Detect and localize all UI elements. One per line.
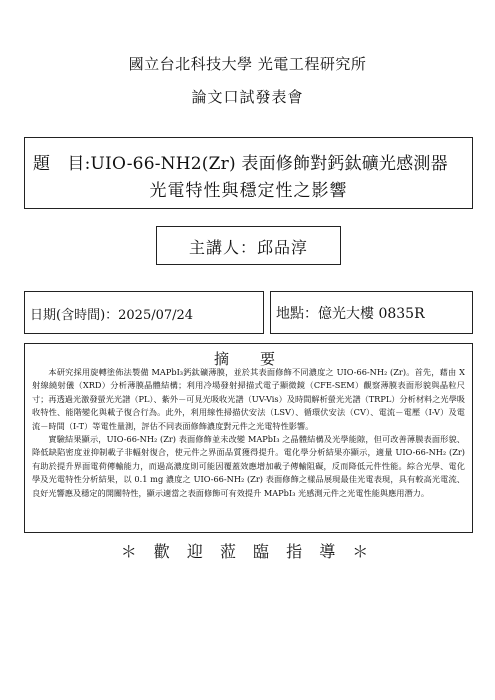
thesis-title-label: 題 目: <box>33 154 91 174</box>
abstract-box <box>24 343 473 533</box>
thesis-title-box <box>24 137 473 209</box>
thesis-title-line2: 光電特性與穩定性之影響 <box>149 181 348 201</box>
abstract-heading: 摘 要 <box>213 350 283 368</box>
event-location: 地點：億光大樓 0835R <box>276 306 425 322</box>
location-box <box>270 291 473 334</box>
speaker-name: 主講人：邱品淳 <box>188 238 308 257</box>
speaker-box <box>156 226 341 265</box>
institution-name: 國立台北科技大學 光電工程研究所 <box>128 55 367 73</box>
date-box <box>24 291 264 334</box>
event-date: 日期(含時間)：2025/07/24 <box>30 308 194 323</box>
thesis-title-text1: UIO-66-NH2(Zr) 表面修飾對鈣鈦礦光感測器 <box>90 154 448 174</box>
event-title: 論文口試發表會 <box>191 88 304 106</box>
abstract-paragraph-2: 實驗結果顯示，UIO-66-NH₂ (Zr) 表面修飾並未改變 MAPbI₃ 之晶體結構及光學能隙，但可改善薄膜表面形貌、降低缺陷密度並抑制載子非輻射復合，使元件之界面品質獲得提升。電化學分析結果亦顯示，適量 UIO-66-NH₂ (Zr) 有助於提升界面電荷傳輸能力，而過高濃度則可能因覆蓋效應增加載子傳輸阻礙，反而降低元件性能。綜合光學、電化學及光電特性分析結果，以 0.1 mg 濃度之 UIO-66-NH₂ (Zr) 表面修飾之樣品展現最佳光電表現，具有較高光電流、良好光響應及穩定的開關特性，顯示適當之表面修飾可有效提升 MAPbI₃ 光感測元件之光電性能與應用潛力。 <box>32 434 465 498</box>
abstract-paragraph-1: 本研究採用旋轉塗佈法製備 MAPbI₃鈣鈦礦薄膜，並於其表面修飾不同濃度之 UIO-66-NH₂ (Zr)。首先，藉由 X 射線繞射儀（XRD）分析薄膜晶體結構；利用冷場發射掃描式電子顯微鏡（CFE-SEM）觀察薄膜表面形貌與晶粒尺寸；再透過光激發螢光光譜（PL）、紫外－可見光吸收光譜（UV-Vis）及時間解析螢光光譜（TRPL）分析材料之光學吸收特性、能階變化與載子復合行為。此外，利用線性掃描伏安法（LSV）、循環伏安法（CV）、電流－電壓（I-V）及電流－時間（I-T）等電性量測，評估不同表面修飾濃度對元件之光電特性影響。 <box>32 367 465 431</box>
abstract-body <box>32 366 465 500</box>
thesis-title-line1 <box>33 149 448 174</box>
welcome-message: ＊ 歡 迎 蒞 臨 指 導 ＊ <box>120 542 375 561</box>
